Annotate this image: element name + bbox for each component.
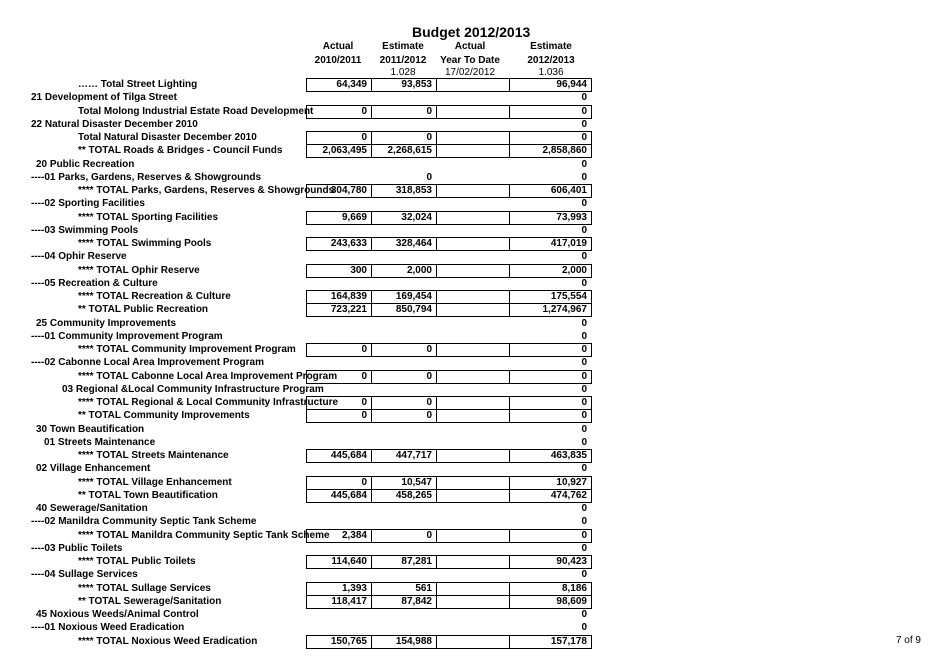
row-label: **** TOTAL Swimming Pools xyxy=(78,238,212,249)
row-value: 0 xyxy=(426,105,432,117)
table-row xyxy=(0,543,600,556)
row-value: 2,268,615 xyxy=(387,145,432,157)
column-header: 2010/2011 xyxy=(314,55,362,66)
column-header: 1.028 xyxy=(390,67,416,78)
column-header: Estimate xyxy=(530,41,572,52)
row-value: 0 xyxy=(581,569,587,581)
table-row xyxy=(0,318,600,331)
column-header: Actual xyxy=(454,41,486,52)
column-header: 2012/2013 xyxy=(527,55,575,66)
row-value: 73,993 xyxy=(556,211,587,223)
row-value: 0 xyxy=(426,370,432,382)
table-row xyxy=(0,569,600,582)
row-value: 0 xyxy=(426,410,432,422)
box-divider xyxy=(436,636,437,648)
row-value: 93,853 xyxy=(401,79,432,90)
table-row xyxy=(0,132,600,145)
row-value: 445,684 xyxy=(330,450,367,461)
table-row xyxy=(0,622,600,635)
row-label: **** TOTAL Public Toilets xyxy=(78,556,196,567)
row-value: 87,281 xyxy=(401,556,432,567)
row-value: 0 xyxy=(361,410,367,422)
row-value: 114,640 xyxy=(331,556,367,567)
box-divider xyxy=(436,371,437,383)
table-row xyxy=(0,503,600,516)
row-value: 0 xyxy=(581,330,587,342)
row-value: 0 xyxy=(581,436,587,448)
row-value: 0 xyxy=(581,344,587,355)
row-label: ** TOTAL Roads & Bridges - Council Funds xyxy=(78,145,283,157)
row-label: 20 Public Recreation xyxy=(36,158,135,170)
row-value: 2,000 xyxy=(561,264,587,276)
table-row xyxy=(0,278,600,291)
row-value: 318,853 xyxy=(395,185,432,196)
row-value: 1,393 xyxy=(341,582,367,594)
row-value: 32,024 xyxy=(401,211,432,223)
row-label: ----03 Swimming Pools xyxy=(31,224,139,236)
row-value: 0 xyxy=(581,370,587,382)
column-header: 1.036 xyxy=(538,67,564,78)
table-row xyxy=(0,384,600,397)
box-divider xyxy=(436,490,437,502)
row-value: 850,794 xyxy=(395,304,432,316)
row-value: 0 xyxy=(581,622,587,634)
row-value: 90,423 xyxy=(556,556,587,567)
row-label: 21 Development of Tilga Street xyxy=(31,92,177,104)
row-label: ** TOTAL Sewerage/Sanitation xyxy=(78,595,222,607)
box-divider xyxy=(436,556,437,568)
row-value: 0 xyxy=(361,105,367,117)
row-label: **** TOTAL Village Enhancement xyxy=(78,476,232,488)
table-row xyxy=(0,92,600,105)
row-value: 0 xyxy=(426,344,432,355)
row-value: 0 xyxy=(581,529,587,541)
row-value: 0 xyxy=(581,198,587,210)
table-row xyxy=(0,530,600,543)
row-label: ----02 Cabonne Local Area Improvement Program xyxy=(31,357,265,369)
row-value: 154,988 xyxy=(395,635,432,647)
table-row xyxy=(0,145,600,158)
box-divider xyxy=(436,530,437,542)
row-value: 0 xyxy=(581,463,587,475)
table-row xyxy=(0,198,600,211)
row-value: 0 xyxy=(581,158,587,170)
table-row xyxy=(0,185,600,198)
row-label: 02 Village Enhancement xyxy=(36,463,151,475)
table-row xyxy=(0,212,600,225)
row-value: 164,839 xyxy=(330,291,367,302)
row-value: 0 xyxy=(361,476,367,488)
row-label: ----04 Ophir Reserve xyxy=(31,251,127,263)
row-label: **** TOTAL Streets Maintenance xyxy=(78,450,229,461)
column-header: 2011/2012 xyxy=(379,55,427,66)
row-value: 300 xyxy=(350,264,367,276)
box-divider xyxy=(436,106,437,118)
column-header: 17/02/2012 xyxy=(444,67,496,78)
row-label: 40 Sewerage/Sanitation xyxy=(36,503,148,514)
box-divider xyxy=(436,145,437,157)
row-value: 10,547 xyxy=(401,476,432,488)
row-value: 0 xyxy=(581,132,587,143)
table-row xyxy=(0,291,600,304)
table-row xyxy=(0,450,600,463)
table-row xyxy=(0,463,600,476)
page-number: 7 of 9 xyxy=(895,635,921,646)
box-divider xyxy=(436,344,437,356)
row-value: 0 xyxy=(581,357,587,369)
row-value: 0 xyxy=(581,105,587,117)
table-row xyxy=(0,251,600,264)
column-header: Estimate xyxy=(382,41,424,52)
row-value: 0 xyxy=(361,370,367,382)
row-value: 0 xyxy=(361,344,367,355)
row-value: 0 xyxy=(361,397,367,408)
row-value: 0 xyxy=(581,251,587,263)
row-value: 304,780 xyxy=(330,185,367,196)
row-value: 87,842 xyxy=(401,595,432,607)
table-row xyxy=(0,437,600,450)
row-value: 0 xyxy=(426,529,432,541)
row-label: ----01 Community Improvement Program xyxy=(31,330,223,342)
column-header: Year To Date xyxy=(440,55,500,66)
row-value: 0 xyxy=(581,383,587,395)
row-label: **** TOTAL Sullage Services xyxy=(78,582,211,594)
box-divider xyxy=(436,291,437,303)
row-label: 45 Noxious Weeds/Animal Control xyxy=(36,609,199,620)
row-value: 2,063,495 xyxy=(322,145,367,157)
row-value: 0 xyxy=(361,132,367,143)
row-label: ** TOTAL Public Recreation xyxy=(78,304,209,316)
table-row xyxy=(0,397,600,410)
row-label: **** TOTAL Ophir Reserve xyxy=(78,264,200,276)
row-label: **** TOTAL Noxious Weed Eradication xyxy=(78,635,258,647)
box-divider xyxy=(436,410,437,422)
row-value: 150,765 xyxy=(330,635,367,647)
box-divider xyxy=(436,238,437,250)
row-value: 0 xyxy=(426,132,432,143)
row-value: 2,858,860 xyxy=(542,145,587,157)
table-row xyxy=(0,424,600,437)
table-row xyxy=(0,265,600,278)
table-row xyxy=(0,410,600,423)
row-value: 9,669 xyxy=(341,211,367,223)
row-value: 10,927 xyxy=(556,476,587,488)
table-row xyxy=(0,238,600,251)
row-value: 157,178 xyxy=(550,635,587,647)
row-value: 0 xyxy=(581,410,587,422)
table-row xyxy=(0,609,600,622)
row-value: 0 xyxy=(581,423,587,435)
row-label: ----01 Noxious Weed Eradication xyxy=(31,622,185,634)
box-divider xyxy=(436,304,437,316)
box-divider xyxy=(436,583,437,595)
row-value: 1,274,967 xyxy=(542,304,587,316)
table-row xyxy=(0,516,600,529)
row-value: 0 xyxy=(581,224,587,236)
row-label: ** TOTAL Community Improvements xyxy=(78,410,250,422)
row-label: 22 Natural Disaster December 2010 xyxy=(31,118,198,130)
row-value: 417,019 xyxy=(550,238,587,249)
table-row xyxy=(0,331,600,344)
box-divider xyxy=(436,477,437,489)
row-value: 8,186 xyxy=(561,582,587,594)
row-value: 445,684 xyxy=(330,489,367,501)
row-value: 463,835 xyxy=(550,450,587,461)
row-label: ----04 Sullage Services xyxy=(31,569,138,581)
row-value: 328,464 xyxy=(395,238,432,249)
row-value: 64,349 xyxy=(336,79,367,90)
box-divider xyxy=(436,265,437,277)
row-value: 96,944 xyxy=(556,79,587,90)
row-label: **** TOTAL Recreation & Culture xyxy=(78,291,231,302)
table-row xyxy=(0,477,600,490)
row-value: 0 xyxy=(581,92,587,104)
table-row xyxy=(0,636,600,649)
row-value: 0 xyxy=(581,542,587,554)
row-label: **** TOTAL Community Improvement Program xyxy=(78,344,296,355)
row-label: **** TOTAL Regional & Local Community Infrastructure xyxy=(78,397,339,408)
row-label: **** TOTAL Manildra Community Septic Tank Scheme xyxy=(78,529,330,541)
row-value: 0 xyxy=(581,171,587,183)
box-divider xyxy=(436,397,437,409)
table-row xyxy=(0,371,600,384)
table-row xyxy=(0,119,600,132)
row-label: Total Natural Disaster December 2010 xyxy=(78,132,257,143)
row-value: 118,417 xyxy=(331,595,367,607)
table-row xyxy=(0,490,600,503)
row-label: **** TOTAL Cabonne Local Area Improvement Program xyxy=(78,370,338,382)
table-row xyxy=(0,583,600,596)
row-label: …… Total Street Lighting xyxy=(78,79,198,90)
row-value: 0 xyxy=(426,171,432,183)
row-label: ----02 Sporting Facilities xyxy=(31,198,145,210)
row-value: 458,265 xyxy=(395,489,432,501)
table-row xyxy=(0,304,600,317)
row-label: 03 Regional &Local Community Infrastructure Program xyxy=(62,383,324,395)
row-value: 0 xyxy=(426,397,432,408)
row-label: 25 Community Improvements xyxy=(36,317,177,329)
column-header: Actual xyxy=(322,41,354,52)
row-value: 447,717 xyxy=(395,450,432,461)
table-row xyxy=(0,106,600,119)
row-value: 243,633 xyxy=(330,238,367,249)
row-value: 606,401 xyxy=(550,185,587,196)
row-label: **** TOTAL Sporting Facilities xyxy=(78,211,219,223)
box-divider xyxy=(436,212,437,224)
row-value: 474,762 xyxy=(550,489,587,501)
row-label: 01 Streets Maintenance xyxy=(44,436,156,448)
row-value: 169,454 xyxy=(395,291,432,302)
row-value: 0 xyxy=(581,277,587,289)
row-label: ----01 Parks, Gardens, Reserves & Showgrounds xyxy=(31,171,262,183)
row-value: 561 xyxy=(415,582,432,594)
row-value: 0 xyxy=(581,516,587,528)
table-row xyxy=(0,357,600,370)
row-value: 0 xyxy=(581,118,587,130)
row-value: 2,000 xyxy=(406,264,432,276)
table-row xyxy=(0,225,600,238)
table-row xyxy=(0,172,600,185)
row-label: ----02 Manildra Community Septic Tank Scheme xyxy=(31,516,257,528)
box-divider xyxy=(436,450,437,462)
row-value: 723,221 xyxy=(330,304,367,316)
box-divider xyxy=(436,185,437,197)
row-label: Total Molong Industrial Estate Road Development xyxy=(78,105,314,117)
table-row xyxy=(0,596,600,609)
row-label: ----05 Recreation & Culture xyxy=(31,277,158,289)
row-value: 0 xyxy=(581,503,587,514)
box-divider xyxy=(436,79,437,91)
row-label: ** TOTAL Town Beautification xyxy=(78,489,218,501)
table-row xyxy=(0,556,600,569)
table-row xyxy=(0,344,600,357)
row-value: 0 xyxy=(581,317,587,329)
row-value: 2,384 xyxy=(341,529,367,541)
row-label: ----03 Public Toilets xyxy=(31,542,123,554)
page-title: Budget 2012/2013 xyxy=(412,24,531,40)
row-value: 0 xyxy=(581,609,587,620)
table-row xyxy=(0,159,600,172)
box-divider xyxy=(436,132,437,144)
row-label: 30 Town Beautification xyxy=(36,423,145,435)
row-value: 175,554 xyxy=(550,291,587,302)
row-value: 0 xyxy=(581,397,587,408)
row-value: 98,609 xyxy=(556,595,587,607)
row-label: **** TOTAL Parks, Gardens, Reserves & Showgrounds xyxy=(78,185,335,196)
table-row xyxy=(0,79,600,92)
box-divider xyxy=(436,596,437,608)
